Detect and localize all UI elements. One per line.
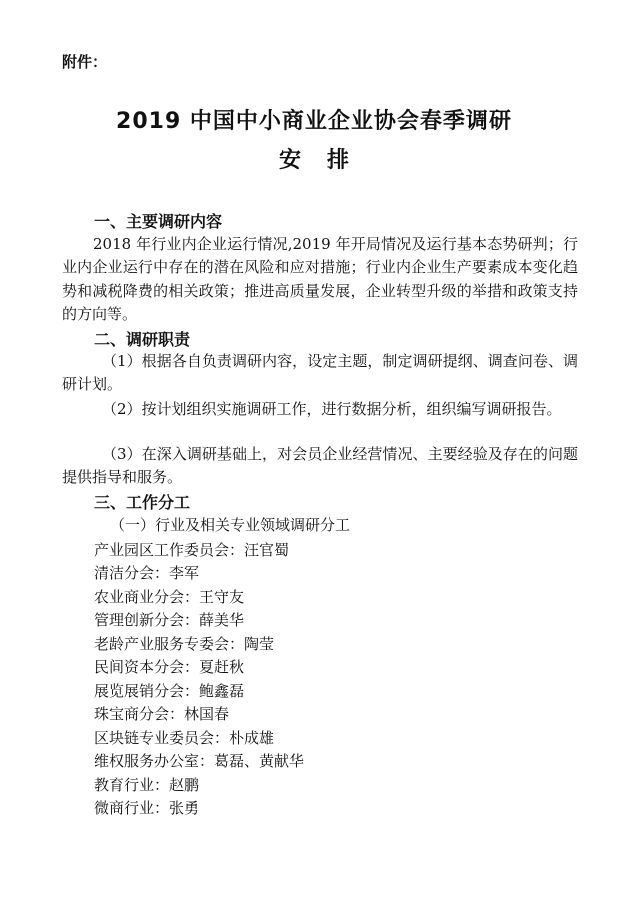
duty-item-1: （1）根据各自负责调研内容，设定主题，制定调研提纲、调查问卷、调研计划。	[62, 352, 578, 394]
duty-item-3: （3）在深入调研基础上，对会员企业经营情况、主要经验及存在的问题提供指导和服务。	[62, 445, 578, 487]
assignment-line: 教育行业：赵鹏	[94, 776, 200, 794]
attachment-label: 附件：	[62, 53, 108, 71]
assignment-line: 老龄产业服务专委会：陶莹	[94, 635, 275, 653]
section-heading-1: 一、主要调研内容	[94, 212, 223, 231]
assignment-line: 清洁分会：李军	[94, 564, 200, 582]
document-subtitle	[0, 143, 628, 174]
assignment-line: 产业园区工作委员会：汪官蜀	[94, 541, 290, 559]
section-heading-2: 二、调研职责	[94, 330, 191, 349]
assignment-line: 民间资本分会：夏赶秋	[94, 658, 245, 676]
assignment-line: 农业商业分会：王守友	[94, 588, 245, 606]
section-1-paragraph: 2018 年行业内企业运行情况,2019 年开局情况及运行基本态势研判；行业内企业运行中存在的潜在风险和应对措施；行业内企业生产要素成本变化趋势和减税降费的相关政策；推进高质量发展，企业转型升级的举措和政策支持的方向等。	[62, 235, 578, 323]
section-heading-3: 三、工作分工	[94, 493, 191, 512]
assignment-line: 维权服务办公室：葛磊、黄献华	[94, 752, 305, 770]
assignment-line: 区块链专业委员会：朴成雄	[94, 729, 275, 747]
assignment-line: 珠宝商分会：林国春	[94, 705, 230, 723]
duty-item-2: （2）按计划组织实施调研工作，进行数据分析，组织编写调研报告。	[102, 400, 562, 418]
assignment-line: 管理创新分会：薛美华	[94, 611, 245, 629]
subtitle-text: 安排	[278, 148, 375, 173]
assignment-line: 微商行业：张勇	[94, 799, 200, 817]
subsection-heading: （一）行业及相关专业领域调研分工	[110, 516, 351, 534]
document-title: 2019 中国中小商业企业协会春季调研	[116, 109, 512, 134]
assignment-line: 展览展销分会：鲍鑫磊	[94, 682, 245, 700]
